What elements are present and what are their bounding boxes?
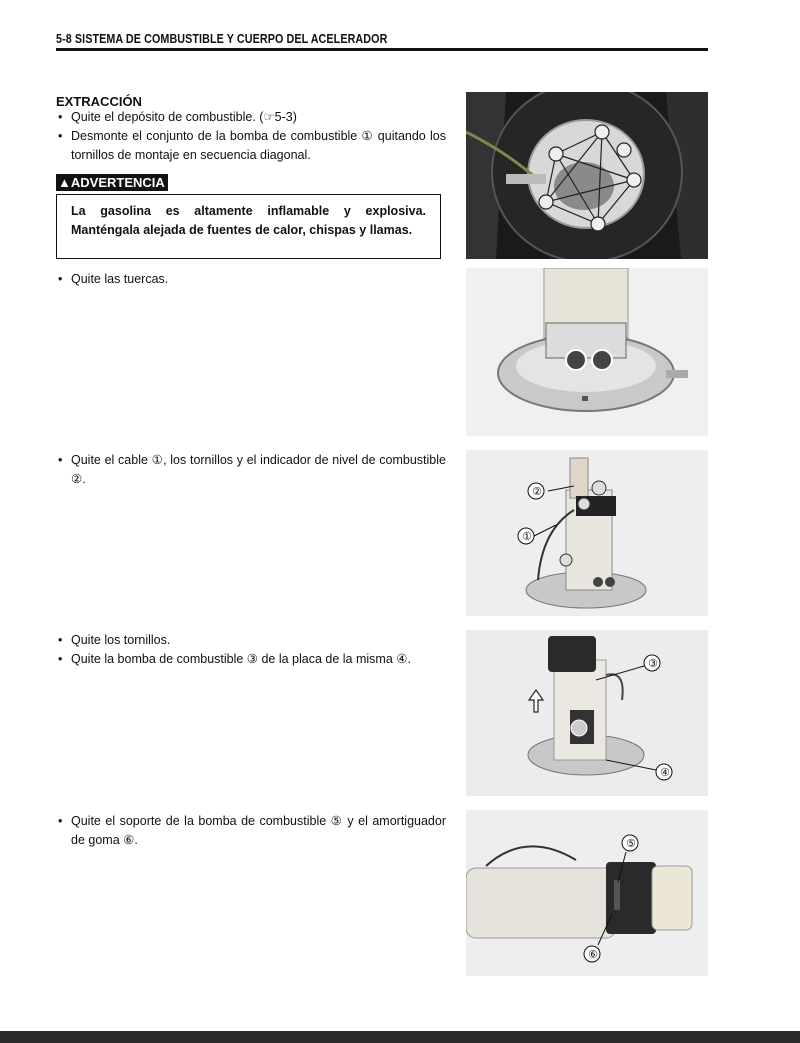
page-header <box>56 30 708 51</box>
step-text: Quite el cable ①, los tornillos y el indicador de nivel de combustible ②. <box>71 453 446 486</box>
bullet-icon: • <box>58 652 63 666</box>
bullet-icon: • <box>58 129 63 143</box>
section-title: EXTRACCIÓN <box>56 94 142 109</box>
step-text: Quite el depósito de combustible. (☞5-3) <box>71 110 297 124</box>
bullet-icon: • <box>58 272 63 286</box>
bullet-icon: • <box>58 110 63 124</box>
callout-5: ⑤ <box>626 837 636 850</box>
bullet-icon: • <box>58 453 63 467</box>
step-remove-pump <box>58 650 446 669</box>
step-remove-bracket-damper <box>58 812 446 850</box>
warning-label <box>56 174 168 191</box>
bullet-icon: • <box>58 814 63 828</box>
callout-6: ⑥ <box>588 948 598 961</box>
step-text: Quite los tornillos. <box>71 633 171 647</box>
step-text: Desmonte el conjunto de la bomba de combustible ① quitando los tornillos de montaje en secuencia diagonal. <box>71 129 446 162</box>
photo-bracket-damper <box>466 810 708 976</box>
bullet-icon: • <box>58 633 63 647</box>
callout-2: ② <box>532 485 542 498</box>
step-text: Quite el soporte de la bomba de combustible ⑤ y el amortiguador de goma ⑥. <box>71 814 446 847</box>
callout-3: ③ <box>648 657 658 670</box>
step-remove-nuts <box>58 270 446 289</box>
photo-tank-bolt-pattern <box>466 92 708 259</box>
warning-triangle-icon: ▲ <box>58 175 71 190</box>
warning-text: La gasolina es altamente inflamable y explosiva. Manténgala alejada de fuentes de calor, chispas y llamas. <box>71 204 426 237</box>
step-remove-tank <box>58 108 446 127</box>
warning-box <box>56 194 441 259</box>
step-remove-screws <box>58 631 446 650</box>
photo-pump-plate <box>466 630 708 796</box>
photo-pump-nuts <box>466 268 708 436</box>
step-text: Quite la bomba de combustible ③ de la placa de la misma ④. <box>71 652 411 666</box>
step-remove-pump-assembly <box>58 127 446 165</box>
warning-label-text: ADVERTENCIA <box>70 175 165 190</box>
page-footer-bar <box>0 1031 800 1043</box>
step-text: Quite las tuercas. <box>71 272 169 286</box>
callout-4: ④ <box>660 766 670 779</box>
page-header-title: 5-8 SISTEMA DE COMBUSTIBLE Y CUERPO DEL ACELERADOR <box>56 32 388 46</box>
step-remove-cable-gauge <box>58 451 446 489</box>
photo-cable-gauge <box>466 450 708 616</box>
callout-1: ① <box>522 530 532 543</box>
